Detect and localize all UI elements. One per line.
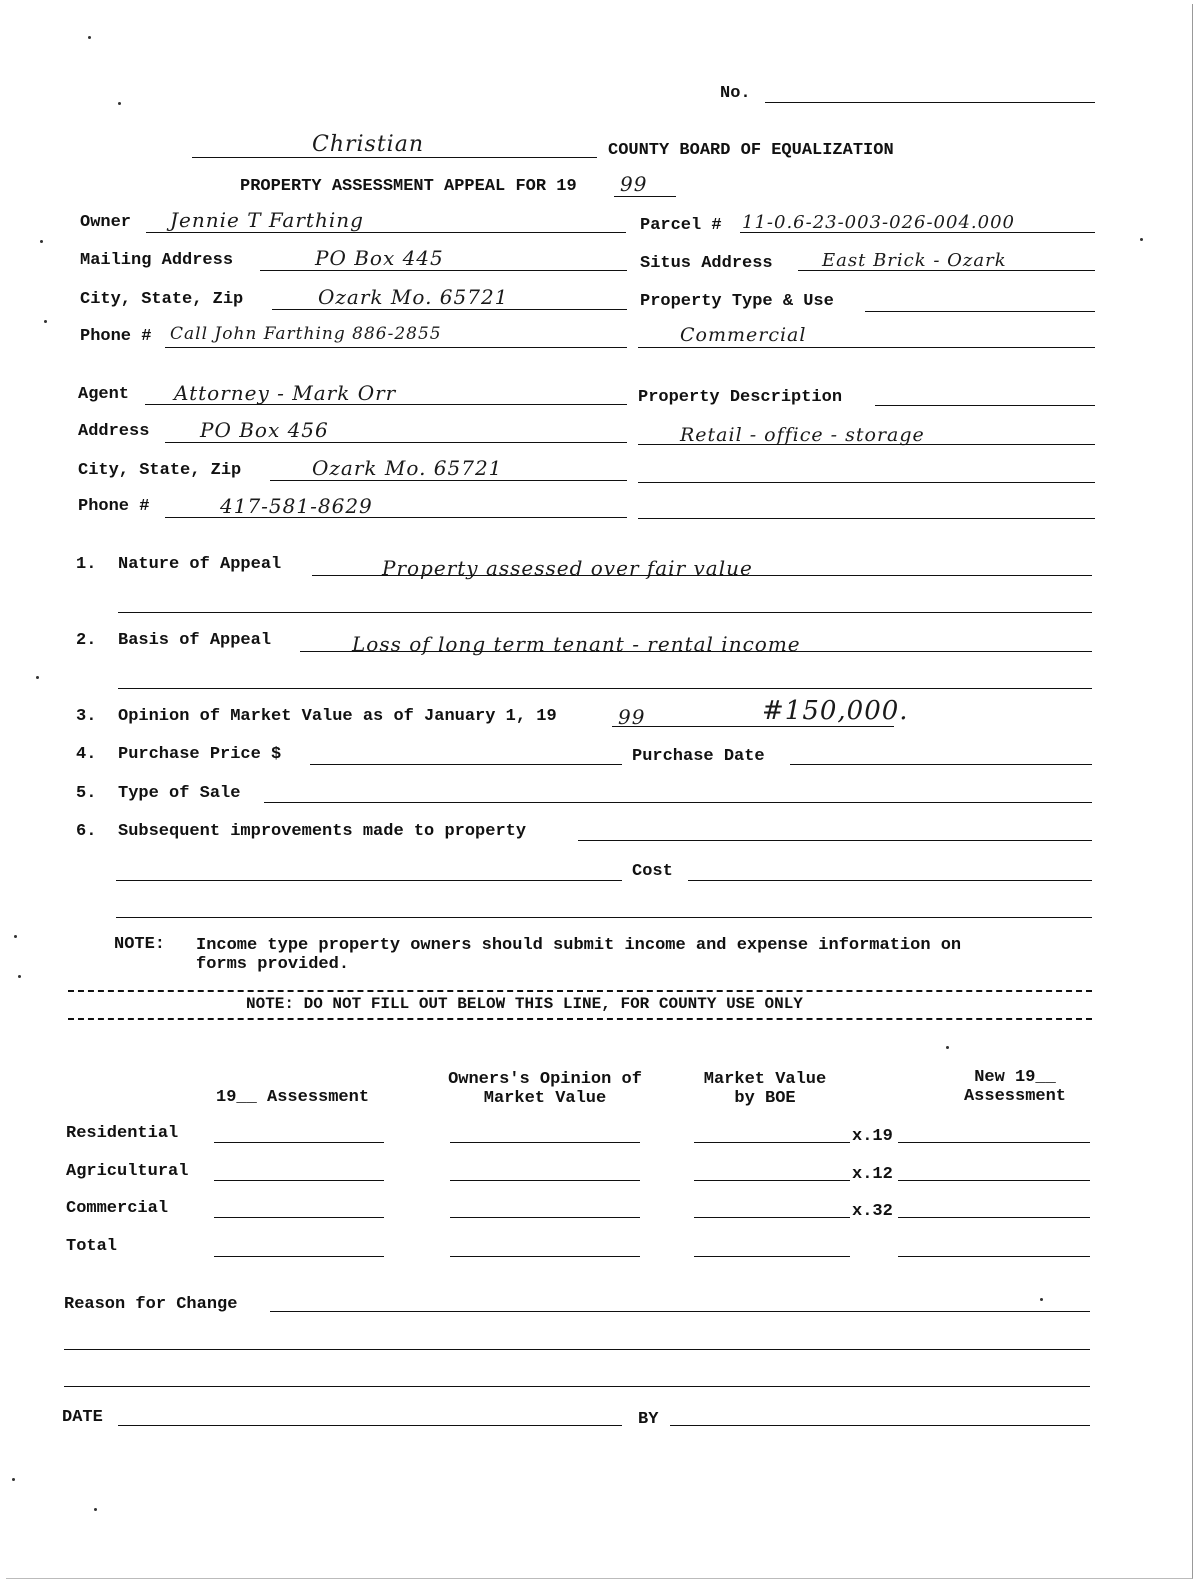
appeal-year: 99 [620, 172, 648, 196]
number-label: No. [720, 84, 751, 103]
owner-value: Jennie T Farthing [170, 208, 364, 232]
appeal-title: PROPERTY ASSESSMENT APPEAL FOR 19 [240, 177, 577, 196]
property-type-field[interactable] [865, 311, 1095, 312]
col-market-value-boe-header [680, 1070, 850, 1108]
col-market-value-line2: by BOE [734, 1089, 796, 1108]
cost-label: Cost [632, 862, 673, 881]
property-description-line2[interactable] [638, 444, 1095, 445]
basis-of-appeal-label: Basis of Appeal [118, 631, 272, 650]
scan-speck [1140, 238, 1143, 241]
property-description-field[interactable] [875, 405, 1095, 406]
property-description-line4[interactable] [638, 518, 1095, 519]
item-2-number: 2. [76, 631, 97, 650]
row-residential-factor: x.19 [852, 1127, 893, 1146]
situs-address-label: Situs Address [640, 254, 773, 273]
agent-city-label: City, State, Zip [78, 461, 242, 480]
agent-address-field[interactable] [165, 442, 627, 443]
scan-speck [94, 1508, 97, 1511]
situs-address-field[interactable] [798, 270, 1095, 271]
property-description-label: Property Description [638, 388, 843, 407]
county-name-line [192, 157, 597, 158]
owner-phone-label: Phone # [80, 327, 152, 346]
type-of-sale-field[interactable] [264, 802, 1092, 803]
agent-field[interactable] [145, 404, 627, 405]
subsequent-improvements-label: Subsequent improvements made to property [118, 822, 527, 841]
nature-of-appeal-field[interactable] [312, 575, 1092, 576]
col-owners-opinion-line1: Owners's Opinion of [448, 1070, 642, 1089]
row-residential-label: Residential [66, 1124, 179, 1143]
col-market-value-line1: Market Value [703, 1070, 827, 1089]
property-type-line2[interactable] [638, 347, 1095, 348]
property-type-label: Property Type & Use [640, 292, 834, 311]
owner-city-value: Ozark Mo. 65721 [318, 285, 509, 309]
row-commercial-boe-field[interactable] [694, 1217, 850, 1218]
item-1-number: 1. [76, 555, 97, 574]
scan-speck [18, 975, 21, 978]
col-new-assessment-line1: New 19__ [974, 1068, 1056, 1087]
row-commercial-factor: x.32 [852, 1202, 893, 1221]
by-label: BY [638, 1410, 659, 1429]
item-5-number: 5. [76, 784, 97, 803]
opinion-year-value: 99 [618, 705, 646, 729]
property-description-line3[interactable] [638, 482, 1095, 483]
scan-speck [12, 1478, 15, 1481]
row-commercial-new-field[interactable] [898, 1217, 1090, 1218]
row-total-label: Total [66, 1237, 118, 1256]
mailing-address-field[interactable] [260, 270, 627, 271]
owner-field[interactable] [146, 232, 626, 233]
row-commercial-assessment-field[interactable] [214, 1217, 384, 1218]
item-6-number: 6. [76, 822, 97, 841]
col-assessment-header: 19__ Assessment [216, 1088, 370, 1107]
reason-for-change-field[interactable] [270, 1311, 1090, 1312]
nature-of-appeal-label: Nature of Appeal [118, 555, 282, 574]
date-label: DATE [62, 1408, 103, 1427]
scan-speck [14, 935, 17, 938]
row-agricultural-opinion-field[interactable] [450, 1180, 640, 1181]
owner-city-field[interactable] [272, 309, 627, 310]
owner-phone-field[interactable] [165, 347, 627, 348]
agent-address-value: PO Box 456 [200, 418, 329, 442]
parcel-field[interactable] [740, 232, 1095, 233]
row-total-boe-field[interactable] [694, 1256, 850, 1257]
agent-label: Agent [78, 385, 130, 404]
reason-for-change-line3[interactable] [64, 1386, 1090, 1387]
agent-phone-label: Phone # [78, 497, 150, 516]
col-owners-opinion-header [430, 1070, 660, 1108]
county-use-divider-bottom [68, 1018, 1092, 1020]
col-owners-opinion-line2: Market Value [483, 1089, 607, 1108]
row-residential-assessment-field[interactable] [214, 1142, 384, 1143]
scan-speck [36, 676, 39, 679]
situs-address-value: East Brick - Ozark [822, 250, 1007, 271]
reason-for-change-label: Reason for Change [64, 1295, 238, 1314]
county-use-divider-top [68, 990, 1092, 992]
agent-phone-field[interactable] [165, 517, 627, 518]
date-field[interactable] [118, 1425, 622, 1426]
row-residential-new-field[interactable] [898, 1142, 1090, 1143]
row-total-new-field[interactable] [898, 1256, 1090, 1257]
owner-label: Owner [80, 213, 132, 232]
cost-field[interactable] [688, 880, 1092, 881]
by-field[interactable] [670, 1425, 1090, 1426]
row-total-opinion-field[interactable] [450, 1256, 640, 1257]
parcel-label: Parcel # [640, 216, 722, 235]
note-line-1: Income type property owners should submit income and expense information on [196, 936, 962, 955]
row-agricultural-boe-field[interactable] [694, 1180, 850, 1181]
type-of-sale-label: Type of Sale [118, 784, 241, 803]
purchase-price-label: Purchase Price $ [118, 745, 282, 764]
subsequent-improvements-field[interactable] [578, 840, 1092, 841]
mailing-address-value: PO Box 445 [315, 246, 444, 270]
county-name: Christian [312, 132, 425, 157]
scan-speck [40, 240, 43, 243]
agent-city-field[interactable] [270, 480, 627, 481]
subsequent-improvements-line2[interactable] [116, 880, 622, 881]
scan-speck [1040, 1298, 1043, 1301]
basis-of-appeal-value: Loss of long term tenant - rental income [352, 632, 801, 656]
purchase-date-label: Purchase Date [632, 747, 765, 766]
parcel-value: 11-0.6-23-003-026-004.000 [742, 212, 1015, 233]
county-use-note: NOTE: DO NOT FILL OUT BELOW THIS LINE, FOR COUNTY USE ONLY [246, 995, 803, 1013]
row-agricultural-label: Agricultural [66, 1162, 189, 1181]
opinion-of-market-value-value: #150,000. [762, 696, 909, 726]
owner-city-label: City, State, Zip [80, 290, 244, 309]
nature-of-appeal-line2[interactable] [118, 612, 1092, 613]
note-line-2: forms provided. [196, 955, 350, 974]
scan-speck [44, 320, 47, 323]
scan-speck [88, 36, 91, 39]
agent-city-value: Ozark Mo. 65721 [312, 456, 503, 480]
item-4-number: 4. [76, 745, 97, 764]
row-commercial-label: Commercial [66, 1199, 169, 1218]
row-total-assessment-field[interactable] [214, 1256, 384, 1257]
agent-phone-value: 417-581-8629 [220, 494, 373, 518]
board-title: COUNTY BOARD OF EQUALIZATION [608, 141, 894, 160]
row-residential-opinion-field[interactable] [450, 1142, 640, 1143]
scan-speck [946, 1046, 949, 1049]
number-field[interactable] [765, 102, 1095, 103]
scan-speck [118, 102, 121, 105]
note-label: NOTE: [114, 935, 166, 954]
col-new-assessment-header [940, 1068, 1090, 1106]
property-description-value: Retail - office - storage [680, 424, 925, 446]
row-commercial-opinion-field[interactable] [450, 1217, 640, 1218]
basis-of-appeal-line2[interactable] [118, 688, 1092, 689]
agent-address-label: Address [78, 422, 150, 441]
opinion-of-market-value-label: Opinion of Market Value as of January 1, 19 [118, 707, 557, 726]
row-agricultural-new-field[interactable] [898, 1180, 1090, 1181]
owner-phone-value: Call John Farthing 886-2855 [170, 324, 442, 344]
item-3-number: 3. [76, 707, 97, 726]
agent-value: Attorney - Mark Orr [174, 381, 397, 405]
property-type-value: Commercial [680, 324, 807, 346]
nature-of-appeal-value: Property assessed over fair value [382, 556, 753, 580]
mailing-address-label: Mailing Address [80, 251, 234, 270]
col-new-assessment-line2: Assessment [963, 1087, 1067, 1106]
purchase-price-field[interactable] [310, 764, 622, 765]
row-residential-boe-field[interactable] [694, 1142, 850, 1143]
subsequent-improvements-line3[interactable] [116, 917, 1092, 918]
basis-of-appeal-field[interactable] [300, 651, 1092, 652]
opinion-of-market-value-field[interactable] [612, 726, 894, 727]
purchase-date-field[interactable] [790, 764, 1092, 765]
row-agricultural-factor: x.12 [852, 1165, 893, 1184]
reason-for-change-line2[interactable] [64, 1349, 1090, 1350]
row-agricultural-assessment-field[interactable] [214, 1180, 384, 1181]
appeal-year-line [614, 196, 676, 197]
